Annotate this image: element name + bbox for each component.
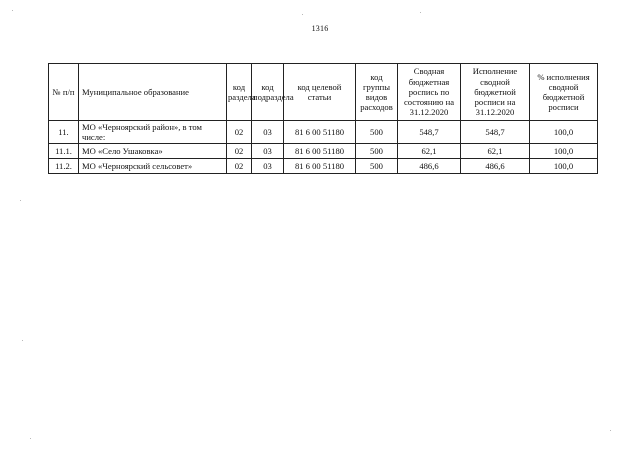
cell-target-article-code: 81 6 00 51180 [284, 121, 356, 144]
page-number: 1316 [311, 24, 329, 33]
scan-speck [30, 438, 31, 439]
cell-execution-percent: 100,0 [530, 121, 598, 144]
cell-expense-group-code: 500 [356, 159, 398, 174]
cell-number: 11.1. [49, 144, 79, 159]
cell-budget-schedule: 548,7 [398, 121, 461, 144]
table-row [49, 159, 598, 174]
header-number: № п/п [49, 64, 79, 121]
cell-execution-percent: 100,0 [530, 159, 598, 174]
scan-speck [420, 12, 421, 13]
scan-speck [22, 340, 23, 341]
cell-target-article-code: 81 6 00 51180 [284, 144, 356, 159]
cell-number: 11.2. [49, 159, 79, 174]
cell-section-code: 02 [227, 144, 252, 159]
table-header-row [49, 64, 598, 121]
cell-municipality: МО «Черноярский район», в том числе: [79, 121, 227, 144]
header-budget-schedule: Сводная бюджетная роспись по состоянию на 31.12.2020 [398, 64, 461, 121]
cell-section-code: 02 [227, 159, 252, 174]
header-execution-percent: % исполнения сводной бюджетной росписи [530, 64, 598, 121]
cell-number: 11. [49, 121, 79, 144]
cell-execution-percent: 100,0 [530, 144, 598, 159]
cell-subsection-code: 03 [252, 159, 284, 174]
cell-expense-group-code: 500 [356, 121, 398, 144]
header-expense-group-code: код группы видов расходов [356, 64, 398, 121]
header-execution: Исполнение сводной бюджетной росписи на 31.12.2020 [461, 64, 530, 121]
cell-municipality: МО «Село Ушаковка» [79, 144, 227, 159]
cell-municipality: МО «Черноярский сельсовет» [79, 159, 227, 174]
header-section-code: код раздела [227, 64, 252, 121]
scan-speck [12, 10, 13, 11]
table-row [49, 144, 598, 159]
cell-target-article-code: 81 6 00 51180 [284, 159, 356, 174]
cell-section-code: 02 [227, 121, 252, 144]
cell-subsection-code: 03 [252, 121, 284, 144]
cell-subsection-code: 03 [252, 144, 284, 159]
scan-speck [302, 14, 303, 15]
scan-speck [20, 200, 21, 201]
budget-table [48, 63, 598, 174]
cell-execution: 62,1 [461, 144, 530, 159]
header-municipality: Муниципальное образование [79, 64, 227, 121]
cell-budget-schedule: 62,1 [398, 144, 461, 159]
cell-execution: 548,7 [461, 121, 530, 144]
header-subsection-code: код подраздела [252, 64, 284, 121]
scan-speck [610, 430, 611, 431]
header-target-article-code: код целевой статьи [284, 64, 356, 121]
cell-expense-group-code: 500 [356, 144, 398, 159]
cell-budget-schedule: 486,6 [398, 159, 461, 174]
table-row [49, 121, 598, 144]
cell-execution: 486,6 [461, 159, 530, 174]
